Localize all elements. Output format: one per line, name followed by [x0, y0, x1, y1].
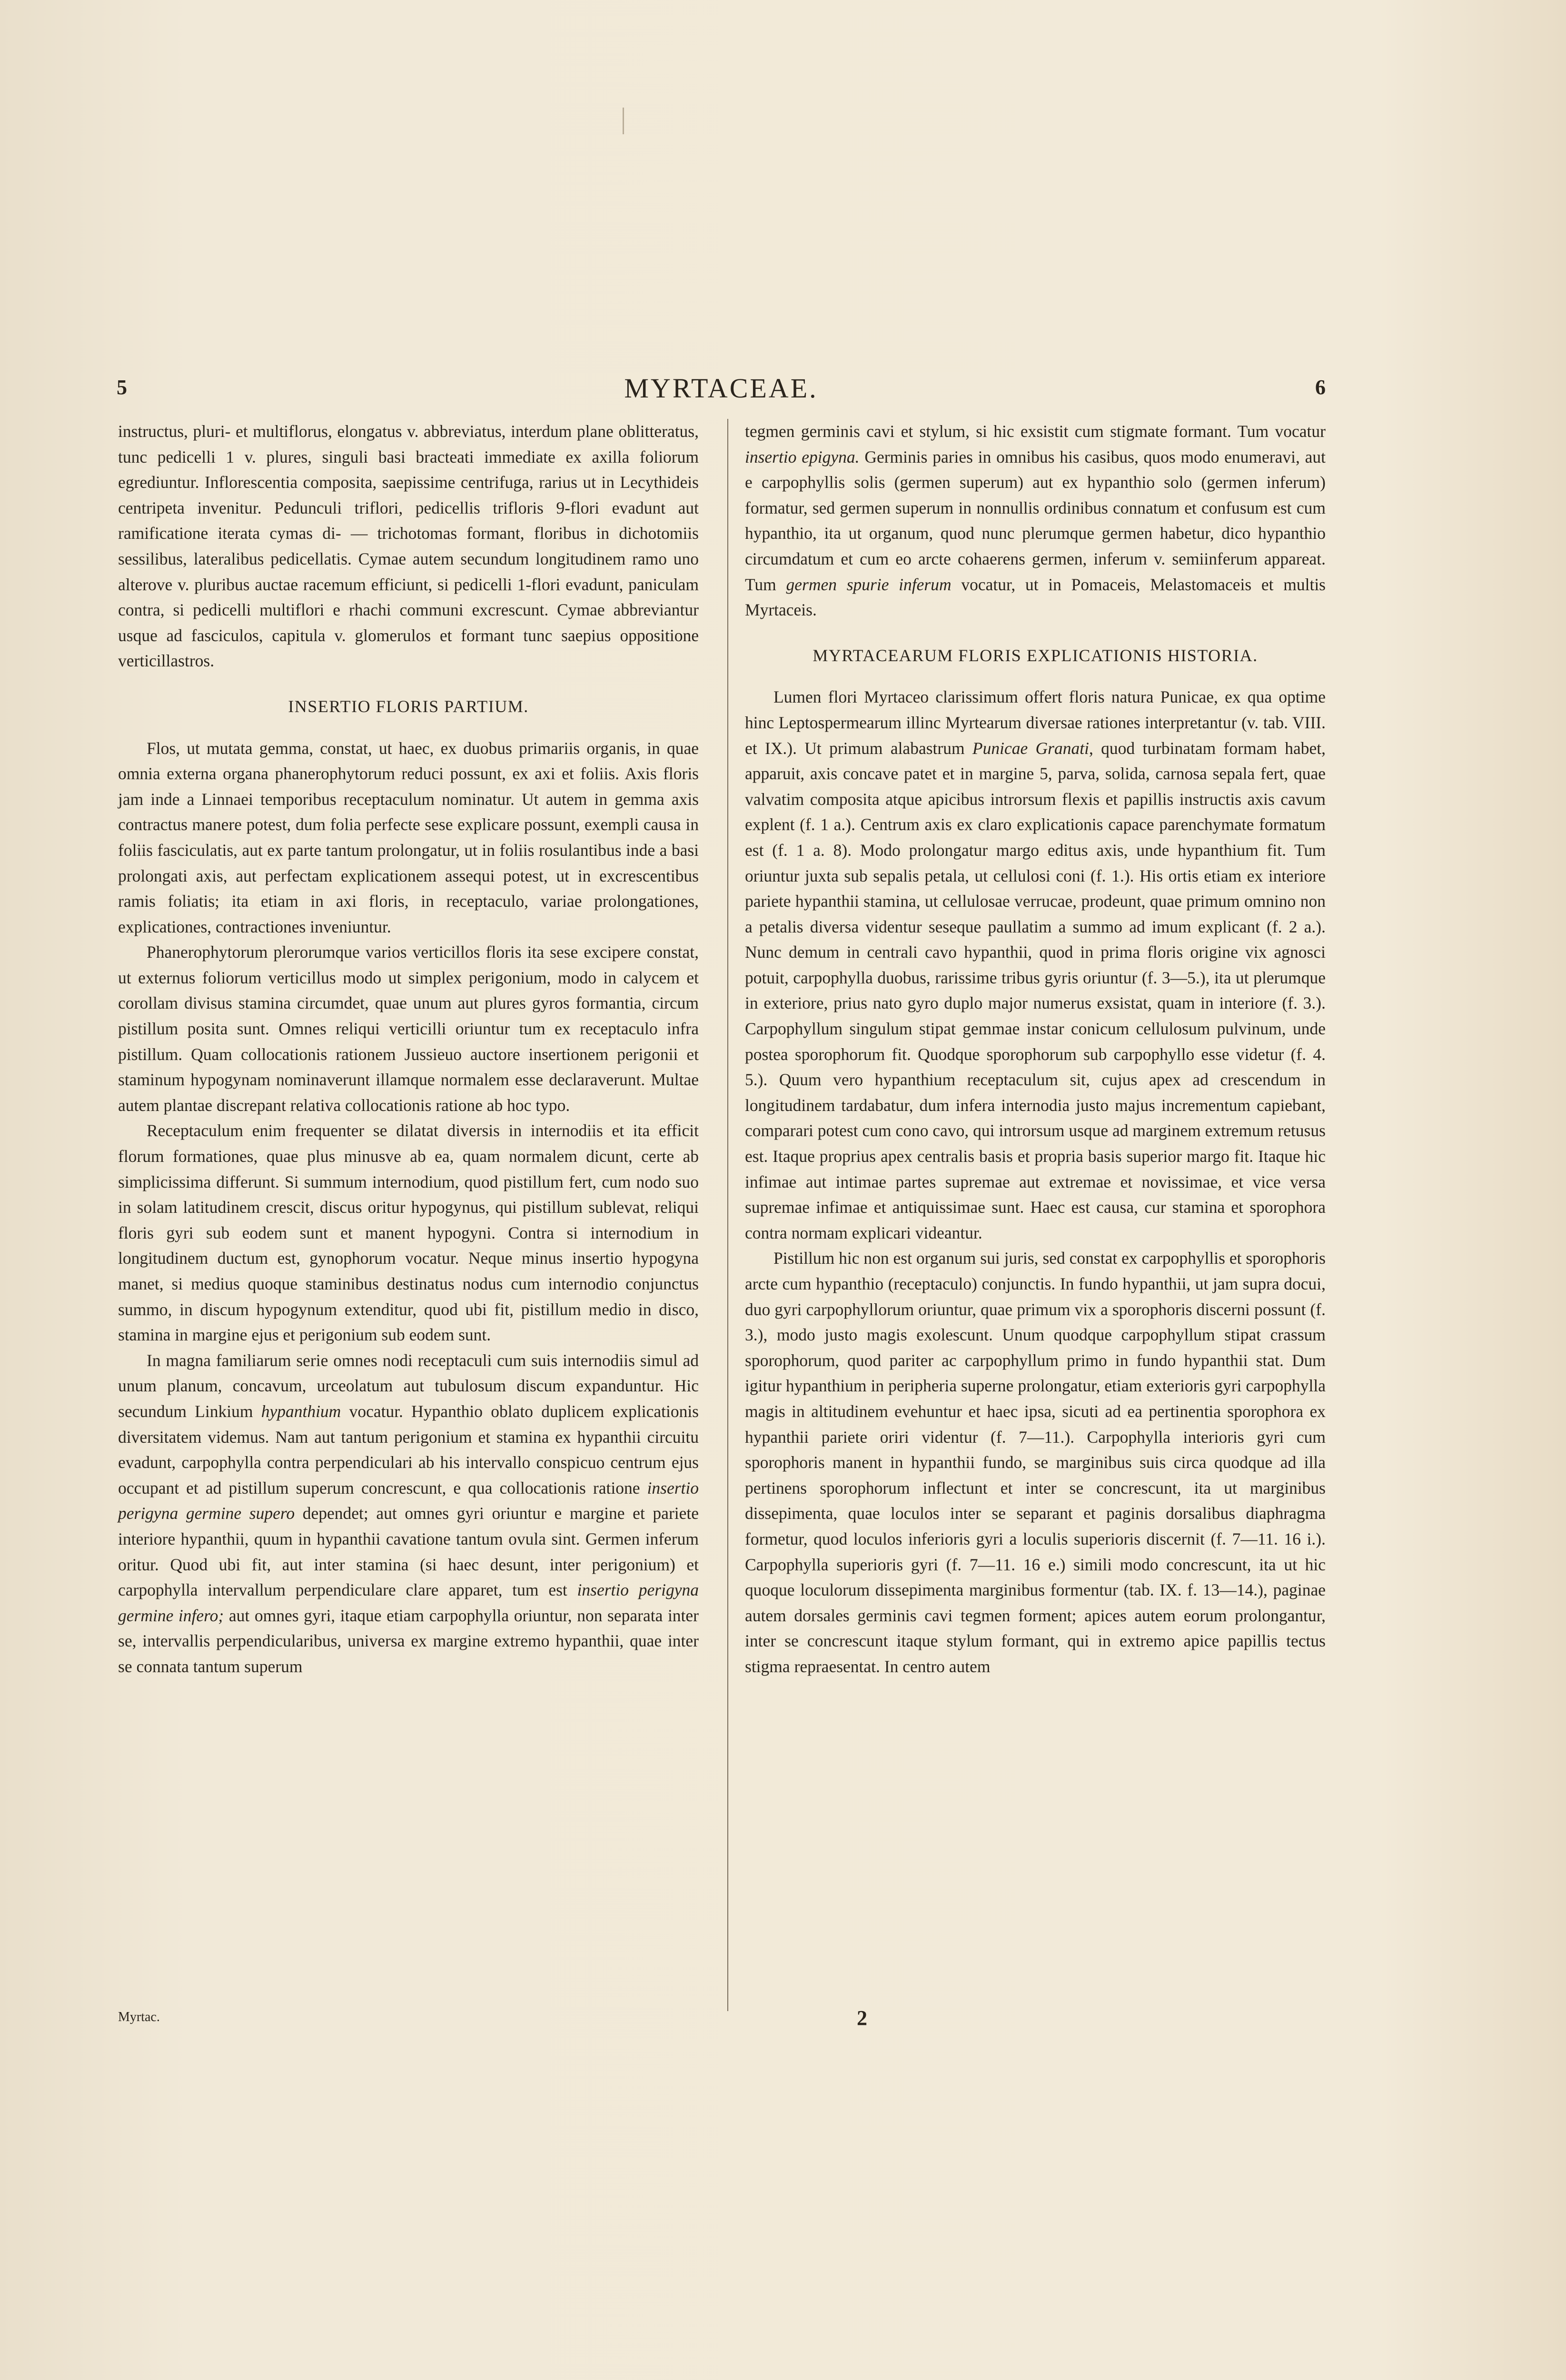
- italic-term: insertio perigyna germine infero;: [118, 1580, 699, 1625]
- section-heading: INSERTIO FLORIS PARTIUM.: [288, 696, 529, 716]
- paragraph: [745, 684, 1326, 1246]
- text-run: tegmen germinis cavi et stylum, si hic exsistit cum stigmate formant. Tum vocatur: [745, 422, 1326, 441]
- text-run: aut omnes gyri, itaque etiam carpophylla oriuntur, non separata inter se, intervallis perpendicularibus, universa ex margine extremo hypanthii, quae inter se connata tantum superum: [118, 1606, 699, 1676]
- paragraph: [118, 1348, 699, 1680]
- text-run: vocatur, ut in Pomaceis, Melastomaceis et multis Myrtaceis.: [745, 575, 1326, 620]
- italic-term: Punicae Granati: [972, 738, 1089, 758]
- section-heading: MYRTACEARUM FLORIS EXPLICATIONIS HISTORIA.: [813, 645, 1258, 665]
- column-divider: [727, 419, 728, 2011]
- page-number-left: 5: [117, 376, 127, 399]
- signature-mark: 2: [857, 2006, 867, 2030]
- text-run: vocatur. Hypanthio oblato duplicem explicationis diversitatem videmus. Nam aut tantum perigonium et stamina ex hypanthii circuitu evadunt, carpophylla contra perpendiculari ab his intervallo conspicuo centrum ejus occupant et ad pistillum superum concrescunt, e qua collocationis ratione: [118, 1401, 699, 1497]
- text-run: In magna familiarum serie omnes nodi receptaculi cum suis internodiis simul ad unum planum, concavum, urceolatum aut tubulosum discum expanduntur. Hic secundum Linkium: [118, 1350, 699, 1421]
- paragraph: Flos, ut mutata gemma, constat, ut haec, ex duobus primariis organis, in quae omnia externa organa phanerophytorum reduci possunt, ex axi et foliis. Axis floris jam inde a Linnaei temporibus receptaculum nominatur. Ut autem in gemma axis contractus manere potest, dum folia perfecte sese explicare possunt, exempli causa in foliis fasciculatis, aut ex parte tantum prolongatur, ut in foliis rosulantibus inde a basi prolongati axis, aut perfectam explicationem assequi potest, ut in excrescentibus ramis foliatis; ita etiam in axi floris, in receptaculo, variae prolongationes, explicationes, contractiones inveniuntur.: [118, 738, 699, 936]
- italic-term: germen spurie inferum: [786, 575, 951, 594]
- right-column: [745, 419, 1326, 1680]
- text-run: Germinis paries in omnibus his casibus, quos modo enumeravi, aut e carpophyllis solis (germen superum) aut ex hypanthio solo (germen inferum) formatur, sed germen superum in nonnullis ordinibus connatum et confusum est cum hypanthio, ita ut organum, quod nunc plerumque germen habetur, dico hypanthio circumdatum et cum eo arcte cohaerens germen, inferum v. semiinferum appareat. Tum: [745, 447, 1326, 594]
- text-run: dependet; aut omnes gyri oriuntur e margine et pariete interiore hypanthii, quum in hypanthii cavatione tantum ovula sint. Germen inferum oritur. Quod ubi fit, aut inter stamina (si haec desunt, inter perigonium) et carpophylla intervallum perpendiculare clare apparet, tum est: [118, 1504, 699, 1600]
- running-header: [117, 375, 1326, 408]
- text-run: , quod turbinatam formam habet, apparuit, axis concave patet et in margine 5, parva, solida, carnosa sepala fert, quae valvatim composita atque apicibus introrsum flexis et papillis instructis axis cavum explent (f. 1 a.). Centrum axis ex claro explicationis capace parenchymate formatum est (f. 1 a. 8). Modo prolongatur margo editus axis, unde hypanthium fit. Tum oriuntur juxta sub sepalis petala, ut cellulosi coni (f. 1.). His ortis etiam ex interiore pariete hypanthii stamina, ut cellulosae verrucae, prodeunt, quae primum omnino non a petalis diversa videntur seseque paullatim a summo ad imum explicant (f. 2 a.). Nunc demum in centrali cavo hypanthii, quod in prima floris origine vix agnosci potuit, carpophylla duobus, rarissime tribus gyris oriuntur (f. 3—5.), ita ut plerumque in exteriore, prius nato gyro duplo major numerus exsistat, quam in interiore (f. 3.). Carpophyllum singulum stipat gemmae instar conicum cellulosum pulvinum, unde postea sporophorum fit. Quodque sporophorum sub carpophyllo esse videtur (f. 4. 5.). Quum vero hypanthium receptaculum sit, cujus apex ad crescendum in longitudinem tardabatur, dum infera internodia justo majus incrementum capiebant, comparari potest cum cono cavo, qui introrsum usque ad marginem extremum retusus est. Itaque proprius apex centralis basis et propria basis superior margo fit. Itaque hic infimae aut intimae partes supremae aut extremae et novissimae, et vice versa supremae infimae et antiquissimae sunt. Haec est causa, cur stamina et sporophora contra normam explicari videantur.: [745, 738, 1326, 1242]
- paragraph: instructus, pluri- et multiflorus, elongatus v. abbreviatus, interdum plane oblitteratus, tunc pedicelli 1 v. plures, singuli basi bracteati immediate ex axilla foliorum egrediuntur. Inflorescentia composita, saepissime centrifuga, rarius ut in Lecythideis centripeta invenitur. Pedunculi triflori, pedicellis trifloris 9-flori evadunt aut ramificatione iterata cymas di- — trichotomas formant, floribus in dichotomiis sessilibus, lateralibus pedicellatis. Cymae autem secundum longitudinem ramo uno alterove v. pluribus auctae racemum efficiunt, si pedicelli 1-flori evadunt, paniculam contra, si pedicelli multiflori e rhachi communi excrescunt. Cymae abbreviantur usque ad fasciculos, capitula v. glomerulos et formant tunc saepius oppositione verticillastros.: [118, 422, 699, 671]
- italic-term: insertio epigyna.: [745, 447, 860, 466]
- italic-term: hypanthium: [261, 1401, 341, 1421]
- scan-mark: [623, 108, 624, 134]
- footer-label: Myrtac.: [118, 2010, 160, 2024]
- text-run: Lumen flori Myrtaceo clarissimum offert floris natura Punicae, ex qua optime hinc Leptospermearum illinc Myrtearum diversae rationes interpretantur (v. tab. VIII. et IX.). Ut primum alabastrum: [745, 687, 1326, 758]
- paragraph: [745, 419, 1326, 623]
- italic-term: insertio perigyna germine supero: [118, 1478, 699, 1523]
- page-number-right: 6: [1315, 376, 1326, 399]
- paragraph: Pistillum hic non est organum sui juris, sed constat ex carpophyllis et sporophoris arcte cum hypanthio (receptaculo) conjunctis. In fundo hypanthii, ut jam supra docui, duo gyri carpophyllorum oriuntur, quae primum vix a sporophoris discerni possunt (f. 3.), modo justo magis exolescunt. Unum quodque carpophyllum stipat crassum sporophorum, quod pariter ac carpophyllum primo in fundo hypanthii stat. Dum igitur hypanthium in peripheria superne prolongatur, etiam exterioris gyri carpophylla magis in altitudinem evehuntur et haec ipsa, sicuti ad ea pertinentia sporophora ex hypanthii pariete oriri videntur (f. 7—11.). Carpophylla interioris gyri cum sporophoris manent in hypanthii fundo, se marginibus suis circa quodque ad illa pertinens sporophorum inflectunt et inter se concrescunt, ita ut marginibus dissepimenta, quae loculos inter se separant et paginis dorsalibus diaphragma formetur, quod loculos inferioris gyri a loculis superioris discernit (f. 7—11. 16 i.). Carpophylla superioris gyri (f. 7—11. 16 e.) simili modo concrescunt, ita ut hic quoque loculorum dissepimenta marginibus formentur (tab. IX. f. 13—14.), paginae autem dorsales germinis cavi tegmen forment; apices autem eorum prolongantur, inter se concrescunt itaque stylum formant, qui in extremo apice papillis tectus stigma repraesentat. In centro autem: [745, 1249, 1326, 1676]
- paragraph: Receptaculum enim frequenter se dilatat diversis in internodiis et ita efficit florum formationes, quae plus minusve ab ea, quam normalem dicunt, certe ab simplicissima differunt. Si summum internodium, quod pistillum fert, cum nodo suo in solam latitudinem crescit, discus oritur hypogynus, qui pistillum sublevat, reliqui floris gyri sub eodem sunt et manent hypogyni. Contra si internodium in longitudinem ductum est, gynophorum vocatur. Neque minus insertio hypogyna manet, si medius quoque staminibus destinatus nodus cum internodio conjunctus summo, in discum hypogynum extenditur, quod ubi fit, pistillum medio in disco, stamina in margine ejus et perigonium sub eodem sunt.: [118, 1121, 699, 1345]
- paragraph: Phanerophytorum plerorumque varios verticillos floris ita sese excipere constat, ut externus foliorum verticillus modo ut simplex perigonium, modo in calycem et corollam divisus stamina circumdet, quae unum aut plures gyros formantia, circum pistillum posita sunt. Omnes reliqui verticilli oriuntur tum ex receptaculo infra pistillum. Quam collocationis rationem Jussieuo auctore insertionem perigonii et staminum hypogynam nominaverunt illamque normalem esse declaraverunt. Multae autem plantae discrepant relativa collocationis ratione ab hoc typo.: [118, 942, 699, 1115]
- running-title: MYRTACEAE.: [624, 373, 818, 404]
- left-column: [118, 419, 699, 1680]
